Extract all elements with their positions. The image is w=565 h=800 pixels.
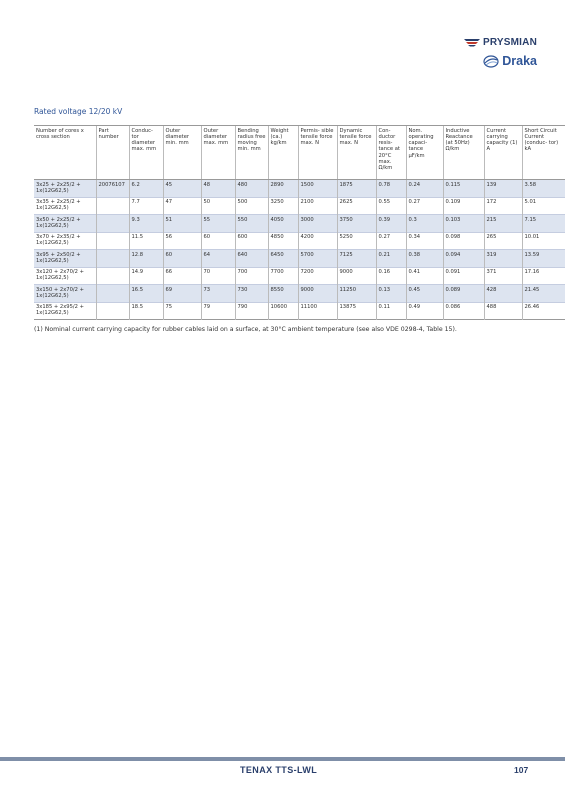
table-row — [34, 285, 565, 303]
table-cell: 172 — [484, 197, 522, 215]
table-cell: 16.5 — [129, 285, 163, 303]
table-row — [34, 197, 565, 215]
table-cell: 2625 — [337, 197, 376, 215]
table-cell: 3x150 + 2x70/2 + 1x(12G62,5) — [34, 285, 96, 303]
table-cell: 13.59 — [522, 250, 565, 268]
table-cell: 0.094 — [443, 250, 484, 268]
table-cell: 13875 — [337, 302, 376, 320]
page-number: 107 — [514, 765, 529, 775]
table-cell: 21.45 — [522, 285, 565, 303]
table-cell: 3x35 + 2x25/2 + 1x(12G62,5) — [34, 197, 96, 215]
table-cell: 7700 — [268, 267, 298, 285]
section-title: Rated voltage 12/20 kV — [34, 107, 123, 116]
table-cell: 73 — [201, 285, 235, 303]
table-cell: 3x50 + 2x25/2 + 1x(12G62,5) — [34, 215, 96, 233]
draka-logo — [427, 54, 537, 68]
table-cell: 0.11 — [376, 302, 406, 320]
table-cell: 2890 — [268, 180, 298, 198]
prysmian-mark-icon — [463, 38, 481, 47]
table-cell: 0.41 — [406, 267, 443, 285]
table-cell: 60 — [201, 232, 235, 250]
table-cell: 79 — [201, 302, 235, 320]
table-cell: 480 — [235, 180, 268, 198]
table-cell: 488 — [484, 302, 522, 320]
prysmian-wordmark: PRYSMIAN — [482, 37, 537, 48]
table-cell: 428 — [484, 285, 522, 303]
column-header: Outer diameter min. mm — [163, 126, 201, 180]
table-cell: 3750 — [337, 215, 376, 233]
table-cell: 7200 — [298, 267, 337, 285]
table-row — [34, 250, 565, 268]
table-cell: 18.5 — [129, 302, 163, 320]
table-cell: 3x25 + 2x25/2 + 1x(12G62,5) — [34, 180, 96, 198]
column-header: Nom. operating capaci- tance µF/km — [406, 126, 443, 180]
table-cell: 0.091 — [443, 267, 484, 285]
table-cell: 3x95 + 2x50/2 + 1x(12G62,5) — [34, 250, 96, 268]
table-cell: 600 — [235, 232, 268, 250]
table-cell: 139 — [484, 180, 522, 198]
table-row — [34, 215, 565, 233]
footer-title: TENAX TTS-LWL — [240, 765, 318, 775]
table-cell: 0.27 — [376, 232, 406, 250]
column-header: Short Circuit Current (conduc- tor) kA — [522, 126, 565, 180]
table-cell: 11250 — [337, 285, 376, 303]
footer-rule — [0, 757, 565, 761]
table-cell: 66 — [163, 267, 201, 285]
table-cell: 11.5 — [129, 232, 163, 250]
table-cell: 3000 — [298, 215, 337, 233]
table-cell: 48 — [201, 180, 235, 198]
table-cell: 0.24 — [406, 180, 443, 198]
table-cell: 0.49 — [406, 302, 443, 320]
table-cell: 4200 — [298, 232, 337, 250]
table-cell: 7.15 — [522, 215, 565, 233]
prysmian-logo — [427, 37, 537, 48]
table-cell: 0.089 — [443, 285, 484, 303]
table-cell — [96, 215, 129, 233]
table-cell: 75 — [163, 302, 201, 320]
column-header: Inductive Reactance (at 50Hz) Ω/km — [443, 126, 484, 180]
table-cell: 17.16 — [522, 267, 565, 285]
table-cell: 51 — [163, 215, 201, 233]
table-cell — [96, 285, 129, 303]
table-cell: 265 — [484, 232, 522, 250]
table-cell: 0.103 — [443, 215, 484, 233]
table-cell: 790 — [235, 302, 268, 320]
brand-logos — [427, 37, 537, 68]
table-cell: 0.78 — [376, 180, 406, 198]
footnote: (1) Nominal current carrying capacity for rubber cables laid on a surface, at 30°C ambient temperature (see also VDE 0298-4, Table 15). — [34, 326, 457, 333]
table-cell: 215 — [484, 215, 522, 233]
table-cell: 64 — [201, 250, 235, 268]
table-cell: 5.01 — [522, 197, 565, 215]
table-cell: 0.38 — [406, 250, 443, 268]
column-header: Permis- sible tensile force max. N — [298, 126, 337, 180]
table-cell: 0.13 — [376, 285, 406, 303]
table-cell: 0.21 — [376, 250, 406, 268]
table-cell: 319 — [484, 250, 522, 268]
table-cell: 69 — [163, 285, 201, 303]
table-header-row — [34, 126, 565, 180]
table-cell: 1500 — [298, 180, 337, 198]
table-cell: 3x185 + 2x95/2 + 1x(12G62,5) — [34, 302, 96, 320]
table-cell: 26.46 — [522, 302, 565, 320]
table-cell: 8550 — [268, 285, 298, 303]
table-cell: 7125 — [337, 250, 376, 268]
table-cell — [96, 302, 129, 320]
table-cell — [96, 197, 129, 215]
table-cell — [96, 267, 129, 285]
table-cell: 0.45 — [406, 285, 443, 303]
draka-wordmark: Draka — [502, 54, 537, 68]
table-cell: 0.109 — [443, 197, 484, 215]
table-cell: 12.8 — [129, 250, 163, 268]
table-row — [34, 302, 565, 320]
table-cell: 500 — [235, 197, 268, 215]
column-header: Number of cores x cross section — [34, 126, 96, 180]
table-cell: 56 — [163, 232, 201, 250]
table-cell — [96, 250, 129, 268]
table-cell: 4050 — [268, 215, 298, 233]
table-cell: 371 — [484, 267, 522, 285]
table-cell: 640 — [235, 250, 268, 268]
table-cell: 0.39 — [376, 215, 406, 233]
table-cell: 5250 — [337, 232, 376, 250]
table-cell: 10600 — [268, 302, 298, 320]
draka-mark-icon — [483, 55, 499, 68]
column-header: Con- ductor resis- tance at 20°C max. Ω/km — [376, 126, 406, 180]
table-cell: 0.3 — [406, 215, 443, 233]
table-cell: 14.9 — [129, 267, 163, 285]
table-cell: 0.086 — [443, 302, 484, 320]
column-header: Dynamic tensile force max. N — [337, 126, 376, 180]
table-cell: 9.3 — [129, 215, 163, 233]
column-header: Outer diameter max. mm — [201, 126, 235, 180]
table-cell: 6.2 — [129, 180, 163, 198]
table-cell: 9000 — [298, 285, 337, 303]
table-cell: 730 — [235, 285, 268, 303]
column-header: Weight (ca.) kg/km — [268, 126, 298, 180]
table-cell: 0.34 — [406, 232, 443, 250]
table-cell: 70 — [201, 267, 235, 285]
table-cell: 20076107 — [96, 180, 129, 198]
table-cell: 10.01 — [522, 232, 565, 250]
table-cell: 700 — [235, 267, 268, 285]
table-cell: 11100 — [298, 302, 337, 320]
table-row — [34, 180, 565, 198]
table-cell: 3x70 + 2x35/2 + 1x(12G62,5) — [34, 232, 96, 250]
table-cell: 3250 — [268, 197, 298, 215]
table-cell: 550 — [235, 215, 268, 233]
table-row — [34, 267, 565, 285]
table-cell: 6450 — [268, 250, 298, 268]
table-cell: 7.7 — [129, 197, 163, 215]
table-cell: 55 — [201, 215, 235, 233]
column-header: Conduc- tor diameter max. mm — [129, 126, 163, 180]
table-cell: 60 — [163, 250, 201, 268]
table-cell: 3x120 + 2x70/2 + 1x(12G62,5) — [34, 267, 96, 285]
table-cell: 0.098 — [443, 232, 484, 250]
table-cell: 4850 — [268, 232, 298, 250]
table-cell: 5700 — [298, 250, 337, 268]
table-cell: 0.55 — [376, 197, 406, 215]
table-cell: 2100 — [298, 197, 337, 215]
table-cell: 47 — [163, 197, 201, 215]
table-cell: 0.16 — [376, 267, 406, 285]
table-cell: 0.115 — [443, 180, 484, 198]
table-cell: 45 — [163, 180, 201, 198]
cable-data-table — [34, 125, 559, 320]
table-cell: 0.27 — [406, 197, 443, 215]
table-cell: 9000 — [337, 267, 376, 285]
column-header: Part number — [96, 126, 129, 180]
table-row — [34, 232, 565, 250]
table-cell: 50 — [201, 197, 235, 215]
column-header: Current carrying capacity (1) A — [484, 126, 522, 180]
table-cell: 3.58 — [522, 180, 565, 198]
table-cell — [96, 232, 129, 250]
column-header: Bending radius free moving min. mm — [235, 126, 268, 180]
table-cell: 1875 — [337, 180, 376, 198]
